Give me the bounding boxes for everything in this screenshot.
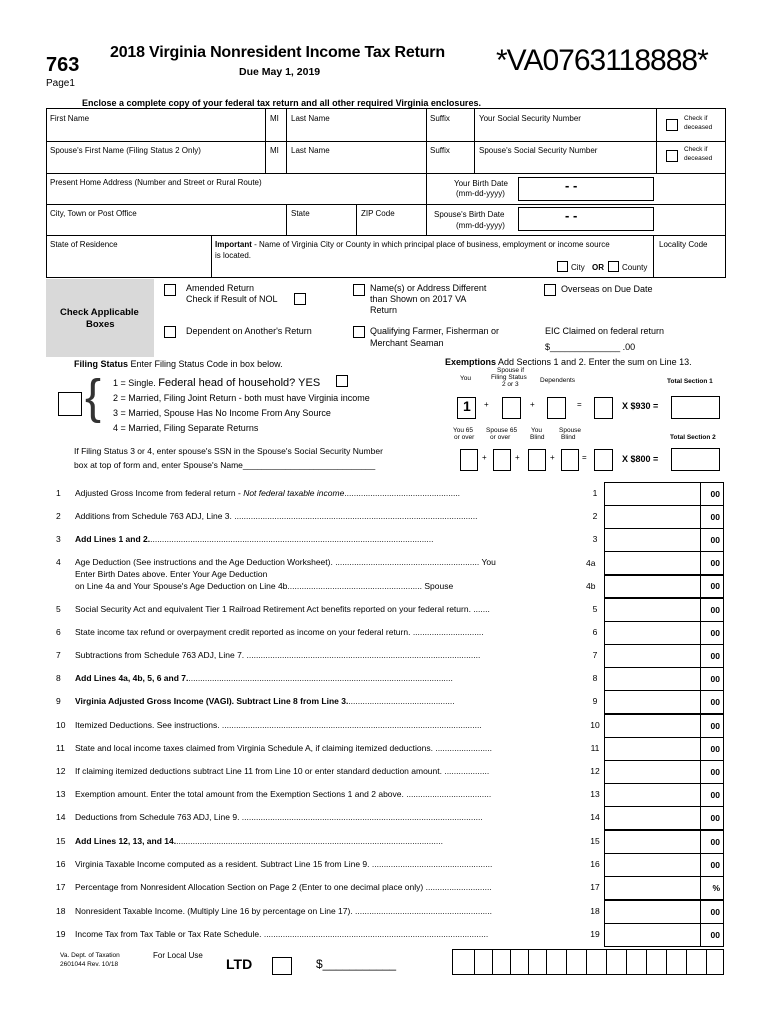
exemption-spouse-box[interactable]	[502, 397, 521, 419]
line-4b-cents: 00	[710, 581, 720, 591]
check-if-label: Check if	[684, 115, 708, 122]
line-9-input[interactable]	[604, 690, 724, 714]
line-number: 19	[56, 929, 66, 939]
line-row-5	[0, 598, 770, 621]
line-11-input[interactable]	[604, 737, 724, 761]
city-checkbox[interactable]	[557, 261, 568, 272]
form-code-label: 2601044 Rev. 10/18	[60, 961, 119, 968]
line-cents: 00	[710, 697, 720, 707]
filing-status-option-4: 4 = Married, Filing Separate Returns	[113, 423, 259, 433]
your-birth-date-label: Your Birth Date	[454, 179, 508, 188]
home-address-label: Present Home Address (Number and Street or Rural Route)	[50, 178, 262, 187]
plus-icon: +	[482, 453, 487, 462]
amended-return-checkbox[interactable]	[164, 284, 176, 296]
city-option-label: City	[571, 263, 585, 272]
line-row-2	[0, 505, 770, 528]
county-checkbox[interactable]	[608, 261, 619, 272]
exemption-spouse-label-3: 2 or 3	[502, 381, 519, 388]
line-row-3	[0, 528, 770, 551]
line-row-9	[0, 690, 770, 713]
total-section-2-label: Total Section 2	[670, 434, 716, 441]
spouse-65-box[interactable]	[493, 449, 511, 471]
line-row-16	[0, 853, 770, 876]
line-description: Nonresident Taxable Income. (Multiply Line 16 by percentage on Line 17). ..........................................................	[75, 906, 493, 916]
you-65-box[interactable]	[460, 449, 478, 471]
line-label: 11	[590, 743, 600, 753]
head-of-household-checkbox[interactable]	[336, 375, 348, 387]
line-15-input[interactable]	[604, 830, 724, 854]
line-label: 17	[590, 882, 600, 892]
spouse-mi-label: MI	[270, 146, 279, 155]
line-13-input[interactable]	[604, 783, 724, 807]
line-description: Additions from Schedule 763 ADJ, Line 3. .......................................................................................................	[75, 511, 478, 521]
line-label: 8	[592, 673, 598, 683]
line-label: 13	[590, 789, 600, 799]
spouse-blind-box[interactable]	[561, 449, 579, 471]
name-address-different-checkbox[interactable]	[353, 284, 365, 296]
line-label: 6	[592, 627, 598, 637]
line-4-desc: Age Deduction (See instructions and the Age Deduction Worksheet). ............................................................. You	[75, 557, 496, 567]
line-number: 5	[56, 604, 61, 614]
line-label: 16	[590, 859, 600, 869]
filing-status-option-2: 2 = Married, Filing Joint Return - both must have Virginia income	[113, 393, 370, 403]
spouse-65-label-2: or over	[490, 434, 511, 441]
spouse-ssn-label: Spouse's Social Security Number	[479, 146, 598, 155]
line-number: 1	[56, 488, 61, 498]
line-row-6	[0, 621, 770, 644]
line-description: Add Lines 4a, 4b, 5, 6 and 7.................................................................................................................	[75, 673, 453, 683]
line-row-15	[0, 830, 770, 853]
local-use-label: For Local Use	[153, 951, 203, 960]
important-note: Important - Name of Virginia City or County in which principal place of business, employment or income source	[215, 240, 610, 249]
line-row-10	[0, 714, 770, 737]
form-number: 763	[46, 54, 80, 76]
line-label: 18	[590, 906, 600, 916]
line-row-18	[0, 900, 770, 923]
spouse-birth-date-format: (mm-dd-yyyy)	[456, 221, 505, 230]
line-cents: 00	[710, 489, 720, 499]
plus-icon: +	[515, 453, 520, 462]
line-14-input[interactable]	[604, 806, 724, 830]
exemption-you-label: You	[460, 375, 471, 382]
plus-icon: +	[530, 400, 535, 409]
line-4a-input[interactable]	[604, 551, 724, 575]
county-option-label: County	[622, 263, 648, 272]
filing-status-note-1: If Filing Status 3 or 4, enter spouse's SSN in the Spouse's Social Security Number	[74, 446, 383, 456]
line-cents: 00	[710, 535, 720, 545]
line-18-input[interactable]	[604, 900, 724, 924]
your-birth-date-dashes: - -	[565, 178, 578, 193]
overseas-checkbox[interactable]	[544, 284, 556, 296]
zip-label: ZIP Code	[361, 209, 395, 218]
eic-amount-field[interactable]: $______________ .00	[545, 342, 636, 352]
line-cents: 00	[710, 907, 720, 917]
line-label: 14	[590, 812, 600, 822]
exemption-dependents-box[interactable]	[547, 397, 566, 419]
exemption-sum-2-box[interactable]	[594, 449, 613, 471]
line-row-19	[0, 923, 770, 946]
line-description: State and local income taxes claimed from Virginia Schedule A, if claiming itemized deductions. ........................	[75, 743, 493, 753]
line-row-17	[0, 876, 770, 899]
line-cents: 00	[710, 790, 720, 800]
line-12-input[interactable]	[604, 760, 724, 784]
line-label: 7	[592, 650, 598, 660]
line-cents: 00	[710, 674, 720, 684]
line-6-input[interactable]	[604, 621, 724, 645]
line-number: 10	[56, 720, 66, 730]
spouse-deceased-checkbox[interactable]	[666, 150, 678, 162]
name-different-label: Name(s) or Address Different	[370, 283, 487, 293]
line-label: 10	[590, 720, 600, 730]
exemption-dependents-label: Dependents	[540, 377, 576, 384]
last-name-label: Last Name	[291, 114, 330, 123]
spouse-first-name-label: Spouse's First Name (Filing Status 2 Only)	[50, 146, 201, 155]
line-4b-label: 4b	[586, 581, 596, 591]
farmer-label: Qualifying Farmer, Fisherman or	[370, 326, 500, 336]
total-section-2-input[interactable]	[671, 448, 720, 471]
spouse-last-name-label: Last Name	[291, 146, 330, 155]
local-use-divider	[586, 949, 587, 975]
line-cents: 00	[710, 651, 720, 661]
your-birth-date-input[interactable]	[518, 177, 654, 201]
line-4b-input[interactable]	[604, 575, 724, 598]
local-use-divider	[706, 949, 707, 975]
line-number: 6	[56, 627, 61, 637]
deceased-checkbox[interactable]	[666, 119, 678, 131]
filing-status-note-2: box at top of form and, enter Spouse's Name____________________________	[74, 460, 376, 470]
x930-label: X $930 =	[622, 401, 659, 411]
line-cents: 00	[710, 767, 720, 777]
spouse-suffix-label: Suffix	[430, 146, 450, 155]
spouse-65-label: Spouse 65	[486, 427, 518, 434]
check-applicable-label-2: Boxes	[86, 319, 115, 330]
due-date: Due May 1, 2019	[239, 66, 321, 78]
line-10-input[interactable]	[604, 714, 724, 738]
line-row-13	[0, 783, 770, 806]
line-number: 8	[56, 673, 61, 683]
line-1-input[interactable]	[604, 482, 724, 506]
local-use-divider	[492, 949, 493, 975]
line-label: 3	[592, 534, 598, 544]
local-use-divider	[528, 949, 529, 975]
line-17-input[interactable]	[604, 876, 724, 900]
line-number: 11	[56, 743, 65, 753]
line-number: 16	[56, 859, 66, 869]
line-4-desc-3: on Line 4a and Your Spouse's Age Deduction on Line 4b......................................................... Spouse	[75, 581, 454, 591]
spouse-birth-date-input[interactable]	[518, 207, 654, 231]
amended-return-label: Amended Return	[186, 283, 255, 293]
line-number: 12	[56, 766, 66, 776]
line-8-input[interactable]	[604, 667, 724, 691]
line-cents: 00	[710, 930, 720, 940]
line-19-input[interactable]	[604, 923, 724, 947]
exemptions-title: Exemptions Add Sections 1 and 2. Enter the sum on Line 13.	[445, 357, 692, 367]
line-cents: 00	[710, 837, 720, 847]
check-applicable-label: Check Applicable	[60, 307, 139, 318]
line-3-input[interactable]	[604, 528, 724, 552]
line-cents: 00	[710, 744, 720, 754]
local-dollar-field[interactable]: $___________	[316, 957, 397, 971]
line-row-7	[0, 644, 770, 667]
barcode-text: *VA0763118888*	[496, 44, 708, 77]
line-description: Add Lines 12, 13, and 14..................................................................................................................	[75, 836, 443, 846]
line-cents: 00	[710, 721, 720, 731]
you-65-label-2: or over	[454, 434, 475, 441]
line-number: 18	[56, 906, 66, 916]
line-cents: 00	[710, 512, 720, 522]
line-number: 2	[56, 511, 61, 521]
exemption-spouse-label-2: Filing Status	[491, 374, 527, 381]
farmer-checkbox[interactable]	[353, 326, 365, 338]
nol-label: Check if Result of NOL	[186, 294, 278, 304]
line-row-12	[0, 760, 770, 783]
name-different-label-3: Return	[370, 305, 398, 315]
line-4a-cents: 00	[710, 558, 720, 568]
line-description: Income Tax from Tax Table or Tax Rate Schedule. ...............................................................................................	[75, 929, 489, 939]
line-number: 14	[56, 812, 66, 822]
enclose-note: Enclose a complete copy of your federal tax return and all other required Virginia enclosures.	[82, 98, 481, 108]
spouse-blind-label-2: Blind	[561, 434, 576, 441]
filing-status-code-input[interactable]	[58, 392, 82, 416]
local-use-divider	[606, 949, 607, 975]
spouse-blind-label: Spouse	[559, 427, 582, 434]
city-label: City, Town or Post Office	[50, 209, 137, 218]
spouse-deceased-label: deceased	[684, 155, 713, 162]
line-number: 15	[56, 836, 66, 846]
form-title: 2018 Virginia Nonresident Income Tax Return	[110, 44, 445, 61]
dependent-checkbox[interactable]	[164, 326, 176, 338]
local-use-divider	[686, 949, 687, 975]
line-description: Percentage from Nonresident Allocation Section on Page 2 (Enter to one decimal place only) ............................	[75, 882, 492, 892]
line-description: State income tax refund or overpayment credit reported as income on your federal return. ..............................	[75, 627, 484, 637]
filing-status-option-1: 1 = Single. Federal head of household? YES	[113, 377, 321, 389]
you-blind-label: You	[531, 427, 542, 434]
line-description: Deductions from Schedule 763 ADJ, Line 9. ......................................................................................................	[75, 812, 483, 822]
ssn-label: Your Social Security Number	[479, 114, 581, 123]
line-description: Subtractions from Schedule 763 ADJ, Line 7. ...................................................................................................	[75, 650, 481, 660]
first-name-label: First Name	[50, 114, 90, 123]
line-description: Virginia Adjusted Gross Income (VAGI). Subtract Line 8 from Line 3..............................................	[75, 696, 455, 706]
ltd-label: LTD	[226, 956, 253, 972]
ltd-checkbox[interactable]	[272, 957, 292, 975]
total-section-1-input[interactable]	[671, 396, 720, 419]
line-description: Itemized Deductions. See instructions. ..............................................................................................................	[75, 720, 482, 730]
line-description: Virginia Taxable Income computed as a resident. Subtract Line 15 from Line 9. ...................................................	[75, 859, 493, 869]
line-label: 1	[592, 488, 598, 498]
deceased-label: deceased	[684, 124, 713, 131]
spouse-check-if-label: Check if	[684, 146, 708, 153]
equals-icon: =	[582, 453, 587, 462]
state-label: State	[291, 209, 310, 218]
spouse-birth-date-label: Spouse's Birth Date	[434, 210, 505, 219]
important-note-2: is located.	[215, 251, 252, 260]
you-65-label: You 65	[453, 427, 474, 434]
line-row-14	[0, 806, 770, 829]
exemption-sum-1-box[interactable]	[594, 397, 613, 419]
filing-status-option-3: 3 = Married, Spouse Has No Income From Any Source	[113, 408, 331, 418]
page-label: Page1	[46, 78, 75, 89]
line-4-desc-2: Enter Birth Dates above. Enter Your Age Deduction	[75, 569, 268, 579]
filing-status-title: Filing Status Enter Filing Status Code in box below.	[74, 359, 283, 369]
line-7-input[interactable]	[604, 644, 724, 668]
local-use-divider	[566, 949, 567, 975]
line-description: If claiming itemized deductions subtract Line 11 from Line 10 or enter standard deduction amount. ...................	[75, 766, 490, 776]
your-birth-date-format: (mm-dd-yyyy)	[456, 189, 505, 198]
mi-label: MI	[270, 114, 279, 123]
total-section-1-label: Total Section 1	[667, 378, 713, 385]
line-number: 17	[56, 882, 66, 892]
filing-status-brace: {	[85, 371, 102, 424]
line-16-input[interactable]	[604, 853, 724, 877]
line-4a-label: 4a	[586, 558, 596, 568]
dept-label: Va. Dept. of Taxation	[60, 952, 120, 959]
exemption-spouse-label: Spouse if	[497, 367, 525, 374]
nol-checkbox[interactable]	[294, 293, 306, 305]
you-blind-box[interactable]	[528, 449, 546, 471]
line-row-8	[0, 667, 770, 690]
local-use-divider	[646, 949, 647, 975]
name-different-label-2: than Shown on 2017 VA	[370, 294, 467, 304]
local-use-divider	[626, 949, 627, 975]
overseas-label: Overseas on Due Date	[561, 284, 653, 294]
spouse-birth-date-dashes: - -	[565, 208, 578, 223]
you-blind-label-2: Blind	[530, 434, 545, 441]
line-label: 5	[592, 604, 598, 614]
line-row-11	[0, 737, 770, 760]
line-number: 9	[56, 696, 61, 706]
line-description: Add Lines 1 and 2.........................................................................................................................	[75, 534, 434, 544]
line-2-input[interactable]	[604, 505, 724, 529]
local-use-divider	[510, 949, 511, 975]
check-applicable-panel	[46, 279, 154, 357]
plus-icon: +	[550, 453, 555, 462]
line-4-number: 4	[56, 557, 61, 567]
plus-icon: +	[484, 400, 489, 409]
dependent-label: Dependent on Another's Return	[186, 326, 312, 336]
line-label: 12	[590, 766, 600, 776]
exemption-you-value: 1	[463, 398, 471, 414]
line-cents: 00	[710, 605, 720, 615]
x800-label: X $800 =	[622, 454, 659, 464]
line-label: 15	[590, 836, 600, 846]
line-cents: 00	[710, 628, 720, 638]
line-row-1	[0, 482, 770, 505]
line-cents: 00	[710, 860, 720, 870]
equals-icon: =	[577, 400, 582, 409]
line-label: 9	[592, 696, 598, 706]
line-number: 13	[56, 789, 66, 799]
line-5-input[interactable]	[604, 598, 724, 622]
line-number: 3	[56, 534, 61, 544]
local-use-divider	[546, 949, 547, 975]
line-cents: 00	[710, 813, 720, 823]
local-use-divider	[474, 949, 475, 975]
line-label: 19	[590, 929, 600, 939]
local-use-divider	[666, 949, 667, 975]
eic-label: EIC Claimed on federal return	[545, 326, 665, 336]
line-label: 2	[592, 511, 598, 521]
line-description: Adjusted Gross Income from federal return - Not federal taxable income.................................................	[75, 488, 461, 498]
suffix-label: Suffix	[430, 114, 450, 123]
line-description: Exemption amount. Enter the total amount from the Exemption Sections 1 and 2 above. ....................................	[75, 789, 492, 799]
state-of-residence-label: State of Residence	[50, 240, 118, 249]
line-description: Social Security Act and equivalent Tier 1 Railroad Retirement Act benefits reported on your federal return. .......	[75, 604, 490, 614]
line-cents: %	[712, 883, 720, 893]
farmer-label-2: Merchant Seaman	[370, 338, 444, 348]
or-label: OR	[592, 263, 604, 272]
line-number: 7	[56, 650, 61, 660]
locality-code-label: Locality Code	[659, 240, 708, 249]
